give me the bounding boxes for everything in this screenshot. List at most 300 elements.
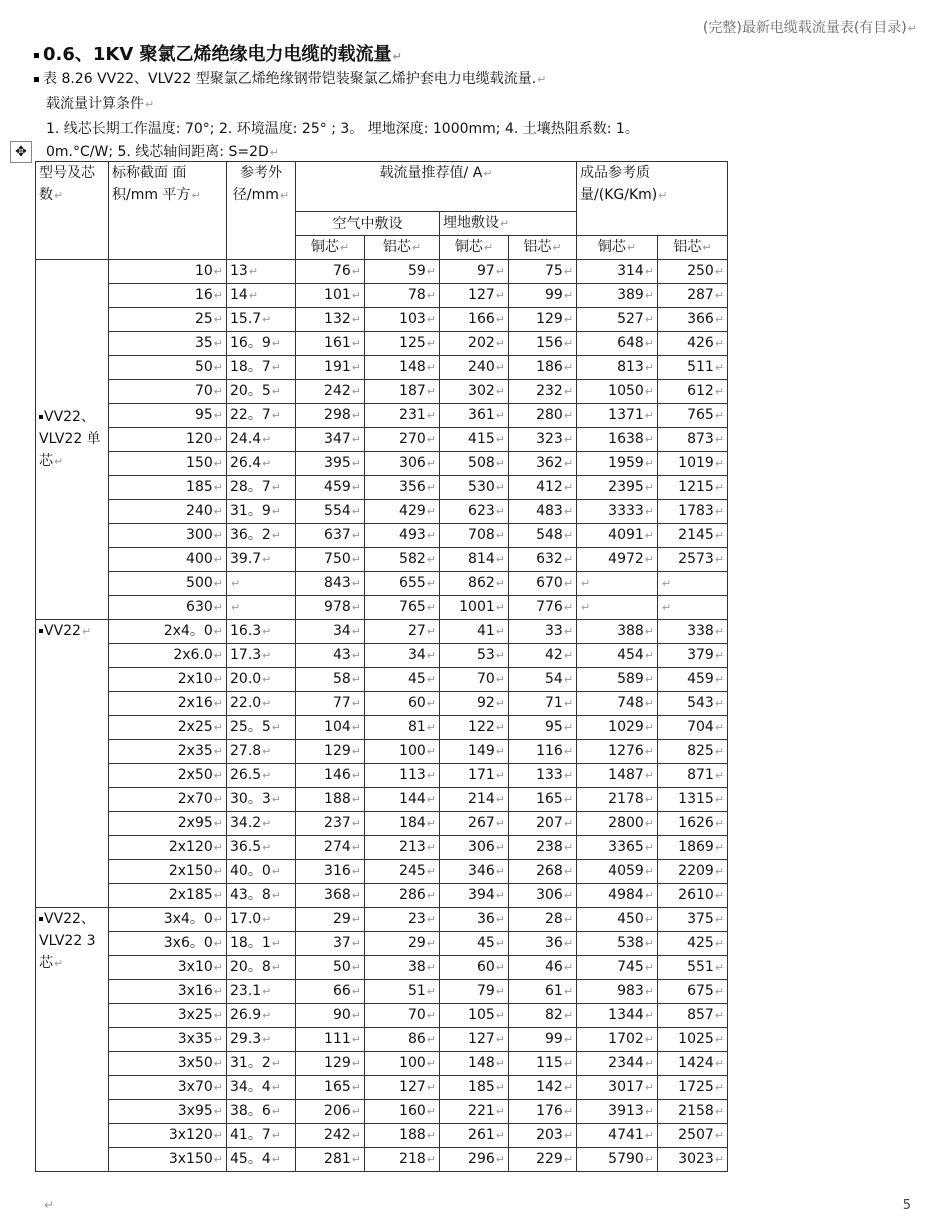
table-cell: 36↵ (509, 932, 577, 956)
table-row (36, 1028, 728, 1052)
table-cell: 203↵ (509, 1124, 577, 1148)
page-number: 5 (902, 1198, 911, 1213)
table-row (36, 1100, 728, 1124)
table-cell: 75↵ (509, 260, 577, 284)
table-cell: 34↵ (296, 620, 365, 644)
table-cell: 31。9↵ (227, 500, 296, 524)
table-cell: 156↵ (509, 332, 577, 356)
table-row (36, 668, 728, 692)
table-cell: 270↵ (365, 428, 440, 452)
table-cell: 79↵ (440, 980, 509, 1004)
table-cell: 232↵ (509, 380, 577, 404)
table-cell: 71↵ (509, 692, 577, 716)
table-cell: 2610↵ (658, 884, 728, 908)
table-cell: 2x10↵ (109, 668, 227, 692)
table-cell: 38↵ (365, 956, 440, 980)
table-cell: 149↵ (440, 740, 509, 764)
table-cell: 17.0↵ (227, 908, 296, 932)
table-cell: 637↵ (296, 524, 365, 548)
table-cell: 1702↵ (577, 1028, 658, 1052)
table-cell: 4091↵ (577, 524, 658, 548)
table-cell: 45。4↵ (227, 1148, 296, 1172)
header-diameter: 参考外径/mm↵ (227, 162, 296, 260)
table-cell: 459↵ (296, 476, 365, 500)
table-cell: 1050↵ (577, 380, 658, 404)
table-row (36, 764, 728, 788)
table-cell: 843↵ (296, 572, 365, 596)
table-cell: 207↵ (509, 812, 577, 836)
table-cell: 323↵ (509, 428, 577, 452)
table-cell: 242↵ (296, 380, 365, 404)
table-cell: 548↵ (509, 524, 577, 548)
table-row (36, 548, 728, 572)
table-cell: 242↵ (296, 1124, 365, 1148)
table-cell: 978↵ (296, 596, 365, 620)
table-cell: 213↵ (365, 836, 440, 860)
table-cell: 261↵ (440, 1124, 509, 1148)
table-cell: 240↵ (109, 500, 227, 524)
table-cell: 150↵ (109, 452, 227, 476)
table-cell: 132↵ (296, 308, 365, 332)
table-cell: 2x25↵ (109, 716, 227, 740)
table-cell: 229↵ (509, 1148, 577, 1172)
header-air-cu: 铜芯↵ (296, 236, 365, 260)
table-cell: 111↵ (296, 1028, 365, 1052)
table-cell: 10↵ (109, 260, 227, 284)
table-row (36, 1124, 728, 1148)
table-cell: 113↵ (365, 764, 440, 788)
header-ampacity: 载流量推荐值/ A↵ (296, 162, 577, 212)
table-cell: 60↵ (440, 956, 509, 980)
header-ground-al: 铝芯↵ (509, 236, 577, 260)
table-cell: 483↵ (509, 500, 577, 524)
header-ground-cu: 铜芯↵ (440, 236, 509, 260)
table-cell: 2x6.0↵ (109, 644, 227, 668)
table-cell: 142↵ (509, 1076, 577, 1100)
table-cell: 857↵ (658, 1004, 728, 1028)
table-cell: 23↵ (365, 908, 440, 932)
table-cell: 655↵ (365, 572, 440, 596)
table-cell: ↵ (577, 572, 658, 596)
table-cell: 648↵ (577, 332, 658, 356)
table-cell: 302↵ (440, 380, 509, 404)
table-cell: 3x120↵ (109, 1124, 227, 1148)
table-cell: 3333↵ (577, 500, 658, 524)
table-cell: 31。2↵ (227, 1052, 296, 1076)
table-cell: 46↵ (509, 956, 577, 980)
table-cell: 675↵ (658, 980, 728, 1004)
table-cell: 1638↵ (577, 428, 658, 452)
table-row (36, 356, 728, 380)
header-ground: 埋地敷设↵ (440, 212, 577, 236)
table-cell: 412↵ (509, 476, 577, 500)
table-cell: 76↵ (296, 260, 365, 284)
table-cell: 300↵ (109, 524, 227, 548)
header-mass: 成品参考质量/(KG/Km)↵ (577, 162, 728, 236)
table-cell: 1001↵ (440, 596, 509, 620)
table-cell: 3x25↵ (109, 1004, 227, 1028)
table-row (36, 716, 728, 740)
table-cell: 188↵ (365, 1124, 440, 1148)
table-cell: 24.4↵ (227, 428, 296, 452)
table-row (36, 860, 728, 884)
table-cell: 30。3↵ (227, 788, 296, 812)
table-cell: 1029↵ (577, 716, 658, 740)
table-row (36, 572, 728, 596)
table-cell: 3x150↵ (109, 1148, 227, 1172)
table-cell: 745↵ (577, 956, 658, 980)
table-cell: 316↵ (296, 860, 365, 884)
table-cell: 82↵ (509, 1004, 577, 1028)
table-cell: 543↵ (658, 692, 728, 716)
table-cell: 66↵ (296, 980, 365, 1004)
table-cell: 281↵ (296, 1148, 365, 1172)
table-cell: 99↵ (509, 284, 577, 308)
table-cell: 450↵ (577, 908, 658, 932)
table-cell: 90↵ (296, 1004, 365, 1028)
table-cell: 36.5↵ (227, 836, 296, 860)
table-cell: 54↵ (509, 668, 577, 692)
table-cell: 375↵ (658, 908, 728, 932)
table-cell: ↵ (658, 596, 728, 620)
table-cell: 81↵ (365, 716, 440, 740)
table-row (36, 908, 728, 932)
table-row (36, 1148, 728, 1172)
table-cell: 871↵ (658, 764, 728, 788)
table-cell: 206↵ (296, 1100, 365, 1124)
table-cell: 459↵ (658, 668, 728, 692)
table-cell: 86↵ (365, 1028, 440, 1052)
table-cell: 4741↵ (577, 1124, 658, 1148)
table-cell: 184↵ (365, 812, 440, 836)
table-cell: 3913↵ (577, 1100, 658, 1124)
table-cell: 2x95↵ (109, 812, 227, 836)
table-row (36, 284, 728, 308)
table-cell: 274↵ (296, 836, 365, 860)
table-row (36, 452, 728, 476)
table-cell: 1869↵ (658, 836, 728, 860)
table-row (36, 692, 728, 716)
table-cell: 314↵ (577, 260, 658, 284)
table-cell: 146↵ (296, 764, 365, 788)
table-cell: 454↵ (577, 644, 658, 668)
table-cell: 2800↵ (577, 812, 658, 836)
table-row (36, 740, 728, 764)
table-cell: 776↵ (509, 596, 577, 620)
table-cell: 165↵ (296, 1076, 365, 1100)
table-cell: 3365↵ (577, 836, 658, 860)
table-cell: 27.8↵ (227, 740, 296, 764)
table-cell: 286↵ (365, 884, 440, 908)
table-cell: 148↵ (365, 356, 440, 380)
table-cell: 58↵ (296, 668, 365, 692)
table-cell: 873↵ (658, 428, 728, 452)
table-row (36, 524, 728, 548)
table-cell: 2178↵ (577, 788, 658, 812)
section-title: 0.6、1KV 聚氯乙烯绝缘电力电缆的载流量↵ (34, 40, 402, 66)
table-cell: 670↵ (509, 572, 577, 596)
table-cell: 105↵ (440, 1004, 509, 1028)
table-cell: 3x10↵ (109, 956, 227, 980)
table-cell: 4972↵ (577, 548, 658, 572)
header-model: 型号及芯数↵ (36, 162, 109, 260)
table-cell: 2x50↵ (109, 764, 227, 788)
table-cell: 287↵ (658, 284, 728, 308)
header-mass-cu: 铜芯↵ (577, 236, 658, 260)
table-cell: 630↵ (109, 596, 227, 620)
table-cell: 983↵ (577, 980, 658, 1004)
table-cell: 238↵ (509, 836, 577, 860)
conditions-line-2: 0m.°C/W; 5. 线芯轴间距离: S=2D↵ (46, 144, 279, 160)
table-cell: 160↵ (365, 1100, 440, 1124)
table-cell: 237↵ (296, 812, 365, 836)
table-cell: 2x4。0↵ (109, 620, 227, 644)
table-cell: 268↵ (509, 860, 577, 884)
table-cell: 50↵ (109, 356, 227, 380)
table-cell: 2x70↵ (109, 788, 227, 812)
table-cell: 1959↵ (577, 452, 658, 476)
table-cell: 1424↵ (658, 1052, 728, 1076)
table-cell: 1215↵ (658, 476, 728, 500)
table-cell: 176↵ (509, 1100, 577, 1124)
table-cell: 538↵ (577, 932, 658, 956)
table-cell: 20。8↵ (227, 956, 296, 980)
table-row (36, 1004, 728, 1028)
table-cell: 35↵ (109, 332, 227, 356)
table-cell: 120↵ (109, 428, 227, 452)
table-cell: 37↵ (296, 932, 365, 956)
table-cell: 17.3↵ (227, 644, 296, 668)
table-cell: ↵ (658, 572, 728, 596)
table-cell: 20.0↵ (227, 668, 296, 692)
table-cell: 4984↵ (577, 884, 658, 908)
table-cell: 765↵ (365, 596, 440, 620)
table-cell: 202↵ (440, 332, 509, 356)
table-cell: 61↵ (509, 980, 577, 1004)
table-cell: 1025↵ (658, 1028, 728, 1052)
table-row (36, 980, 728, 1004)
table-cell: 28↵ (509, 908, 577, 932)
table-cell: 25↵ (109, 308, 227, 332)
table-cell: 38。6↵ (227, 1100, 296, 1124)
table-cell: 425↵ (658, 932, 728, 956)
table-cell: 623↵ (440, 500, 509, 524)
table-cell: 45↵ (365, 668, 440, 692)
table-cell: 18。1↵ (227, 932, 296, 956)
table-cell: 51↵ (365, 980, 440, 1004)
table-row (36, 788, 728, 812)
table-cell: 78↵ (365, 284, 440, 308)
table-cell: 582↵ (365, 548, 440, 572)
table-cell: 41。7↵ (227, 1124, 296, 1148)
table-cell: 185↵ (109, 476, 227, 500)
table-row (36, 884, 728, 908)
document-header: (完整)最新电缆载流量表(有目录)↵ (702, 20, 917, 36)
table-cell: 115↵ (509, 1052, 577, 1076)
table-cell: 100↵ (365, 740, 440, 764)
table-cell: 36↵ (440, 908, 509, 932)
table-cell: 186↵ (509, 356, 577, 380)
table-cell: 29↵ (296, 908, 365, 932)
table-cell: 191↵ (296, 356, 365, 380)
table-cell: 33↵ (509, 620, 577, 644)
table-row (36, 380, 728, 404)
table-cell: 389↵ (577, 284, 658, 308)
table-cell: 34↵ (365, 644, 440, 668)
model-group-cell: VV22、VLV22 3 芯↵ (36, 908, 109, 1172)
table-cell: 125↵ (365, 332, 440, 356)
table-cell: 127↵ (440, 284, 509, 308)
table-cell: 813↵ (577, 356, 658, 380)
table-cell: 129↵ (296, 740, 365, 764)
table-cell: 26.5↵ (227, 764, 296, 788)
table-cell: 34.2↵ (227, 812, 296, 836)
table-cell: ↵ (227, 596, 296, 620)
table-cell: 527↵ (577, 308, 658, 332)
table-cell: 2507↵ (658, 1124, 728, 1148)
table-cell: 16.3↵ (227, 620, 296, 644)
table-cell: 42↵ (509, 644, 577, 668)
table-cell: 306↵ (509, 884, 577, 908)
table-cell: 2x120↵ (109, 836, 227, 860)
table-cell: 814↵ (440, 548, 509, 572)
table-cell: 221↵ (440, 1100, 509, 1124)
table-cell: ↵ (227, 572, 296, 596)
table-cell: 366↵ (658, 308, 728, 332)
table-cell: 296↵ (440, 1148, 509, 1172)
table-cell: 100↵ (365, 1052, 440, 1076)
table-cell: 240↵ (440, 356, 509, 380)
table-cell: 2145↵ (658, 524, 728, 548)
table-cell: 362↵ (509, 452, 577, 476)
table-cell: 395↵ (296, 452, 365, 476)
table-cell: 530↵ (440, 476, 509, 500)
table-cell: 14↵ (227, 284, 296, 308)
table-cell: 400↵ (109, 548, 227, 572)
table-cell: 245↵ (365, 860, 440, 884)
table-cell: 95↵ (509, 716, 577, 740)
table-row (36, 1076, 728, 1100)
model-group-cell: VV22↵ (36, 620, 109, 908)
table-cell: 1487↵ (577, 764, 658, 788)
table-cell: 1725↵ (658, 1076, 728, 1100)
table-cell: ↵ (577, 596, 658, 620)
table-cell: 250↵ (658, 260, 728, 284)
table-cell: 165↵ (509, 788, 577, 812)
table-cell: 122↵ (440, 716, 509, 740)
table-row (36, 332, 728, 356)
table-row (36, 932, 728, 956)
table-row (36, 476, 728, 500)
table-cell: 22。7↵ (227, 404, 296, 428)
table-row (36, 644, 728, 668)
table-row (36, 500, 728, 524)
table-row (36, 260, 728, 284)
table-cell: 508↵ (440, 452, 509, 476)
table-cell: 750↵ (296, 548, 365, 572)
table-cell: 218↵ (365, 1148, 440, 1172)
table-cell: 379↵ (658, 644, 728, 668)
table-row (36, 620, 728, 644)
table-cell: 28。7↵ (227, 476, 296, 500)
table-cell: 20。5↵ (227, 380, 296, 404)
table-cell: 129↵ (296, 1052, 365, 1076)
table-cell: 92↵ (440, 692, 509, 716)
table-cell: 704↵ (658, 716, 728, 740)
table-cell: 18。7↵ (227, 356, 296, 380)
table-cell: 116↵ (509, 740, 577, 764)
table-cell: 2x16↵ (109, 692, 227, 716)
header-air: 空气中敷设 (296, 212, 440, 236)
table-cell: 429↵ (365, 500, 440, 524)
table-cell: 394↵ (440, 884, 509, 908)
table-cell: 3x4。0↵ (109, 908, 227, 932)
table-cell: 166↵ (440, 308, 509, 332)
header-section: 标称截面 面积/mm 平方↵ (109, 162, 227, 260)
table-cell: 346↵ (440, 860, 509, 884)
table-cell: 133↵ (509, 764, 577, 788)
table-cell: 3x16↵ (109, 980, 227, 1004)
table-cell: 765↵ (658, 404, 728, 428)
header-mass-al: 铝芯↵ (658, 236, 728, 260)
table-cell: 426↵ (658, 332, 728, 356)
table-cell: 2x185↵ (109, 884, 227, 908)
conditions-heading: 载流量计算条件↵ (46, 96, 155, 112)
table-cell: 144↵ (365, 788, 440, 812)
table-cell: 26.9↵ (227, 1004, 296, 1028)
table-cell: 3023↵ (658, 1148, 728, 1172)
table-cell: 127↵ (440, 1028, 509, 1052)
table-cell: 39.7↵ (227, 548, 296, 572)
table-cell: 16。9↵ (227, 332, 296, 356)
table-cell: 3x70↵ (109, 1076, 227, 1100)
table-cell: 2395↵ (577, 476, 658, 500)
table-cell: 368↵ (296, 884, 365, 908)
table-cell: 43↵ (296, 644, 365, 668)
table-cell: 70↵ (365, 1004, 440, 1028)
table-cell: 1783↵ (658, 500, 728, 524)
table-cell: 3x35↵ (109, 1028, 227, 1052)
table-cell: 1276↵ (577, 740, 658, 764)
table-cell: 97↵ (440, 260, 509, 284)
table-cell: 99↵ (509, 1028, 577, 1052)
table-cell: 280↵ (509, 404, 577, 428)
table-cell: 161↵ (296, 332, 365, 356)
table-cell: 95↵ (109, 404, 227, 428)
table-cell: 356↵ (365, 476, 440, 500)
table-row (36, 308, 728, 332)
table-move-handle-icon[interactable]: ✥ (10, 141, 32, 163)
table-cell: 1626↵ (658, 812, 728, 836)
table-cell: 2344↵ (577, 1052, 658, 1076)
table-row (36, 956, 728, 980)
table-cell: 25。5↵ (227, 716, 296, 740)
table-cell: 493↵ (365, 524, 440, 548)
table-cell: 104↵ (296, 716, 365, 740)
table-cell: 3x6。0↵ (109, 932, 227, 956)
table-cell: 1315↵ (658, 788, 728, 812)
table-cell: 551↵ (658, 956, 728, 980)
table-cell: 298↵ (296, 404, 365, 428)
table-cell: 1019↵ (658, 452, 728, 476)
table-cell: 2x35↵ (109, 740, 227, 764)
ampacity-table (35, 161, 728, 1172)
table-cell: 148↵ (440, 1052, 509, 1076)
table-cell: 27↵ (365, 620, 440, 644)
table-cell: 2573↵ (658, 548, 728, 572)
table-cell: 45↵ (440, 932, 509, 956)
table-cell: 3x95↵ (109, 1100, 227, 1124)
